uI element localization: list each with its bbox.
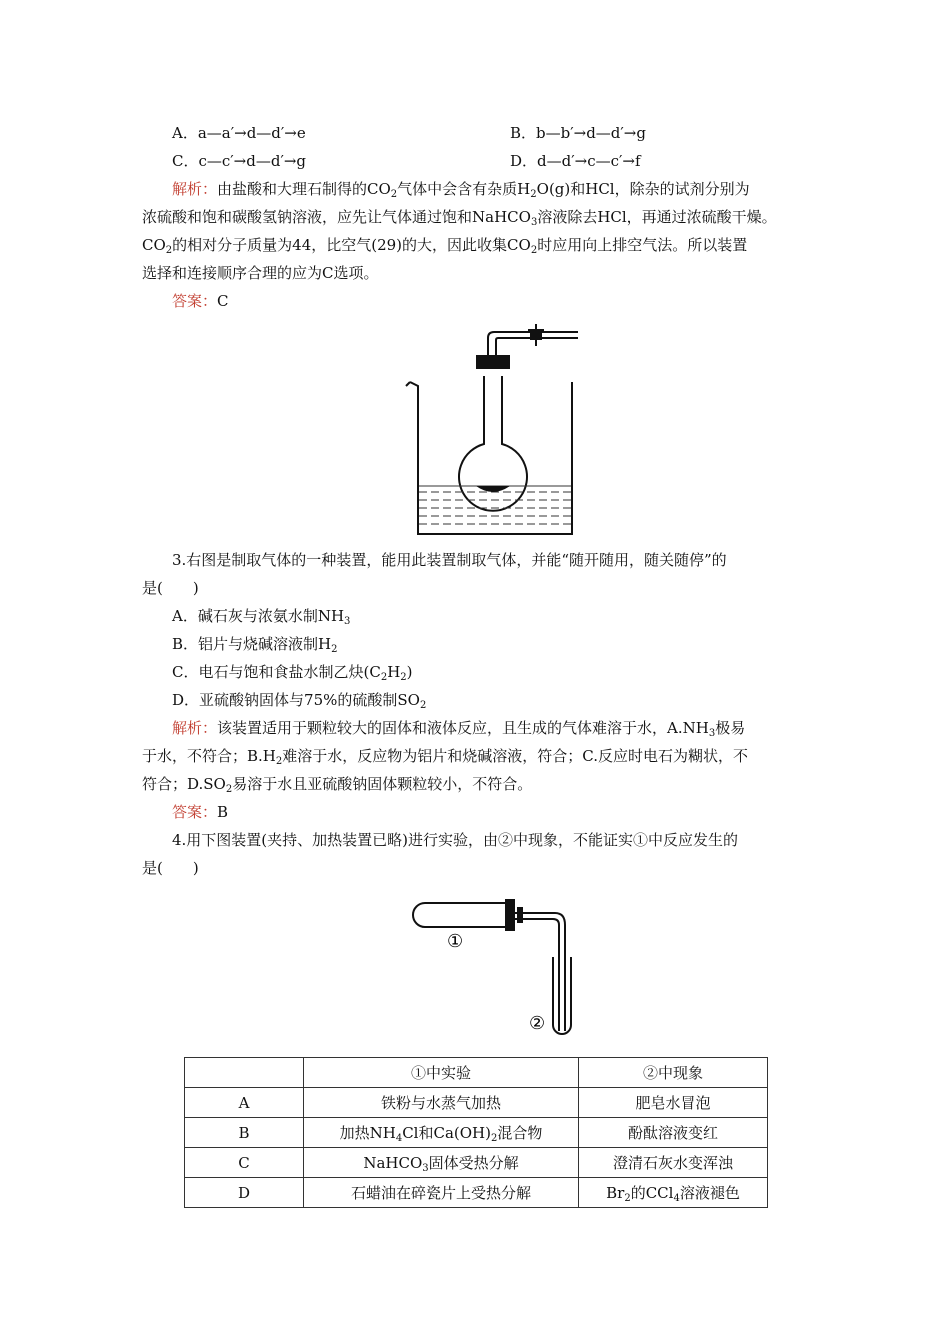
- beaker-flask-figure: [400, 316, 600, 542]
- q2-analysis-label: 解析：: [172, 180, 218, 198]
- row-experiment: NaHCO$_3$固体受热分解: [304, 1148, 579, 1178]
- fig-label-2: ②: [529, 1013, 546, 1034]
- q3-stem-line2: 是( ): [142, 579, 199, 597]
- q4-table: [184, 1057, 768, 1208]
- q3-option-b: B．铝片与烧碱溶液制$H_2$: [172, 635, 338, 655]
- q2-options-row1: [172, 123, 852, 143]
- test-tube-figure: [405, 895, 585, 1045]
- row-label: C: [185, 1148, 304, 1178]
- q3-analysis-label: 解析：: [172, 719, 218, 737]
- q2-option-d: D．d—d′→c—c′→f: [510, 152, 641, 170]
- q4-stem-line1: 4.用下图装置(夹持、加热装置已略)进行实验，由②中现象，不能证实①中反应发生的: [172, 831, 739, 849]
- q4-stem-line2: 是( ): [142, 859, 199, 877]
- q3-option-a: A．碱石灰与浓氨水制$NH_3$: [172, 607, 351, 627]
- row-label: D: [185, 1178, 304, 1208]
- q2-options-row2: [172, 151, 852, 171]
- q3-answer: [172, 802, 852, 822]
- q2-analysis-line4: 选择和连接顺序合理的应为C选项。: [142, 264, 379, 282]
- q2-answer-label: 答案：: [172, 292, 218, 310]
- row-phenomenon: $Br_2$的CCl$_4$溶液褪色: [579, 1178, 768, 1208]
- table-row: [185, 1178, 768, 1208]
- fig-label-1: ①: [447, 931, 464, 952]
- row-experiment: 石蜡油在碎瓷片上受热分解: [304, 1178, 579, 1208]
- row-experiment: 铁粉与水蒸气加热: [304, 1088, 579, 1118]
- row-phenomenon: 肥皂水冒泡: [579, 1088, 768, 1118]
- q2-option-a: A．a—a′→d—d′→e: [172, 124, 306, 142]
- table-row: [185, 1148, 768, 1178]
- table-header-empty: [185, 1058, 304, 1088]
- q3-answer-label: 答案：: [172, 803, 218, 821]
- q3-analysis-line2: 于水，不符合；$B.H_2$难溶于水，反应物为铝片和烧碱溶液，符合；C.反应时电石为糊状，不: [142, 747, 748, 767]
- q3-analysis-line3: 符合；$D.SO_2$易溶于水且亚硫酸钠固体颗粒较小，不符合。: [142, 775, 533, 795]
- q2-analysis-line1: 解析：由盐酸和大理石制得的$CO_2$气体中会含有杂质$H_2O(g)$和HCl，除杂的试剂分别为: [172, 180, 750, 200]
- table-row: [185, 1118, 768, 1148]
- table-header-experiment: ①中实验: [304, 1058, 579, 1088]
- q2-analysis-line3: $CO_2$的相对分子质量为44，比空气(29)的大，因此收集$CO_2$时应用向上排空气法。所以装置: [142, 236, 748, 256]
- q2-answer-value: C: [217, 292, 229, 310]
- row-experiment: 加热$NH_4Cl$和$Ca(OH)_2$混合物: [304, 1118, 579, 1148]
- q3-analysis-line1: 解析：该装置适用于颗粒较大的固体和液体反应，且生成的气体难溶于水，$A.NH_3$极易: [172, 719, 746, 739]
- q2-answer: [172, 291, 852, 311]
- table-row: [185, 1088, 768, 1118]
- q3-stem-line1: 3.右图是制取气体的一种装置，能用此装置制取气体，并能“随开随用，随关随停”的: [172, 551, 727, 569]
- row-phenomenon: 澄清石灰水变浑浊: [579, 1148, 768, 1178]
- table-header-phenomenon: ②中现象: [579, 1058, 768, 1088]
- row-label: B: [185, 1118, 304, 1148]
- q3-option-d: D．亚硫酸钠固体与75%的硫酸制$SO_2$: [172, 691, 427, 711]
- q3-answer-value: B: [217, 803, 229, 821]
- q2-option-c: C．c—c′→d—d′→g: [172, 152, 307, 170]
- row-label: A: [185, 1088, 304, 1118]
- row-phenomenon: 酚酞溶液变红: [579, 1118, 768, 1148]
- q3-option-c: C．电石与饱和食盐水制乙炔$(C_2H_2)$: [172, 663, 413, 683]
- q2-analysis-line2: 浓硫酸和饱和碳酸氢钠溶液，应先让气体通过饱和NaHCO$_3$溶液除去HCl，再通过浓硫酸干燥。: [142, 208, 777, 228]
- table-header-row: [185, 1058, 768, 1088]
- q2-option-b: B．b—b′→d—d′→g: [510, 124, 646, 142]
